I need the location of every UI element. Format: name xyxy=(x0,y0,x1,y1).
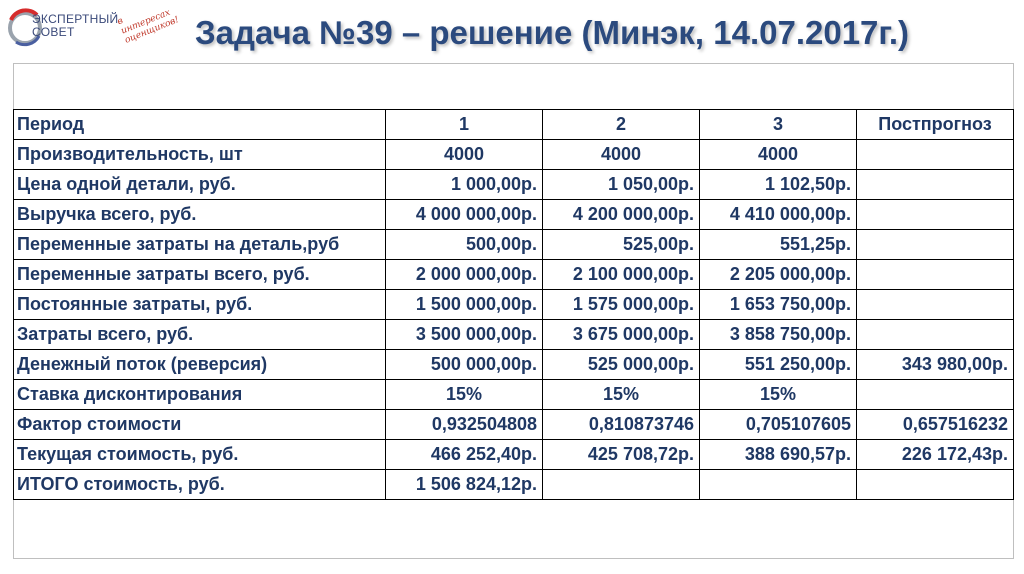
valuation-table xyxy=(13,109,1014,500)
table-row xyxy=(14,260,1014,290)
table-cell: 4 000 000,00р. xyxy=(386,200,543,230)
table-cell: 1 500 000,00р. xyxy=(386,290,543,320)
table-cell: 2 100 000,00р. xyxy=(543,260,700,290)
table-cell: 466 252,40р. xyxy=(386,440,543,470)
table-cell xyxy=(700,470,857,500)
table-row xyxy=(14,290,1014,320)
row-label: Переменные затраты всего, руб. xyxy=(14,260,386,290)
table-cell: 1 000,00р. xyxy=(386,170,543,200)
logo-name-line-2: СОВЕТ xyxy=(32,25,75,39)
table-cell xyxy=(857,260,1014,290)
table-cell: 2 000 000,00р. xyxy=(386,260,543,290)
table-cell xyxy=(857,470,1014,500)
table-cell xyxy=(857,140,1014,170)
table-cell: 15% xyxy=(543,380,700,410)
row-label: Выручка всего, руб. xyxy=(14,200,386,230)
table-cell: 1 653 750,00р. xyxy=(700,290,857,320)
table-cell: 4 410 000,00р. xyxy=(700,200,857,230)
table-cell: 551,25р. xyxy=(700,230,857,260)
table-row xyxy=(14,230,1014,260)
table-cell: 525 000,00р. xyxy=(543,350,700,380)
table-cell: 525,00р. xyxy=(543,230,700,260)
table-cell: 1 050,00р. xyxy=(543,170,700,200)
table-body xyxy=(14,110,1014,500)
table-row xyxy=(14,440,1014,470)
table-cell xyxy=(857,380,1014,410)
table-cell: 425 708,72р. xyxy=(543,440,700,470)
slide-title: Задача №39 – решение (Минэк, 14.07.2017г.) xyxy=(195,14,910,51)
table-cell: 226 172,43р. xyxy=(857,440,1014,470)
table-cell xyxy=(857,290,1014,320)
table-row xyxy=(14,320,1014,350)
table-cell: 3 500 000,00р. xyxy=(386,320,543,350)
table-cell: 2 xyxy=(543,110,700,140)
table-cell: 2 205 000,00р. xyxy=(700,260,857,290)
table-cell: 4 200 000,00р. xyxy=(543,200,700,230)
table-cell: 4000 xyxy=(543,140,700,170)
table-row xyxy=(14,110,1014,140)
table-cell xyxy=(857,230,1014,260)
table-cell: 0,932504808 xyxy=(386,410,543,440)
table-cell: 3 xyxy=(700,110,857,140)
logo-tagline: в интересах оценщиков! xyxy=(116,7,181,46)
table-row xyxy=(14,170,1014,200)
row-label: Цена одной детали, руб. xyxy=(14,170,386,200)
table-row xyxy=(14,470,1014,500)
table-row xyxy=(14,140,1014,170)
row-label: Затраты всего, руб. xyxy=(14,320,386,350)
row-label: Текущая стоимость, руб. xyxy=(14,440,386,470)
expert-council-logo xyxy=(6,6,181,54)
table-cell: 15% xyxy=(700,380,857,410)
row-label: Фактор стоимости xyxy=(14,410,386,440)
logo-name-line-1: ЭКСПЕРТНЫЙ xyxy=(32,12,119,26)
table-cell: 388 690,57р. xyxy=(700,440,857,470)
table-row xyxy=(14,410,1014,440)
row-label: Период xyxy=(14,110,386,140)
table-row xyxy=(14,200,1014,230)
table-cell: 4000 xyxy=(386,140,543,170)
row-label: Денежный поток (реверсия) xyxy=(14,350,386,380)
table-cell: 3 675 000,00р. xyxy=(543,320,700,350)
table-cell: 343 980,00р. xyxy=(857,350,1014,380)
row-label: Переменные затраты на деталь,руб xyxy=(14,230,386,260)
table-cell: 1 506 824,12р. xyxy=(386,470,543,500)
row-label: Ставка дисконтирования xyxy=(14,380,386,410)
row-label: Производительность, шт xyxy=(14,140,386,170)
table-cell: 1 575 000,00р. xyxy=(543,290,700,320)
table-row xyxy=(14,380,1014,410)
table-cell xyxy=(857,320,1014,350)
table-cell xyxy=(543,470,700,500)
table-cell: 4000 xyxy=(700,140,857,170)
table-cell: 3 858 750,00р. xyxy=(700,320,857,350)
table-cell: 1 102,50р. xyxy=(700,170,857,200)
table-row xyxy=(14,350,1014,380)
table-cell: 0,810873746 xyxy=(543,410,700,440)
row-label: Постоянные затраты, руб. xyxy=(14,290,386,320)
table-cell: 500 000,00р. xyxy=(386,350,543,380)
table-cell: 500,00р. xyxy=(386,230,543,260)
table-cell: 15% xyxy=(386,380,543,410)
table-cell xyxy=(857,200,1014,230)
table-cell: Постпрогноз xyxy=(857,110,1014,140)
table-cell: 0,705107605 xyxy=(700,410,857,440)
table-cell: 551 250,00р. xyxy=(700,350,857,380)
table-cell: 0,657516232 xyxy=(857,410,1014,440)
table-cell xyxy=(857,170,1014,200)
logo-name xyxy=(32,13,118,39)
row-label: ИТОГО стоимость, руб. xyxy=(14,470,386,500)
table-cell: 1 xyxy=(386,110,543,140)
